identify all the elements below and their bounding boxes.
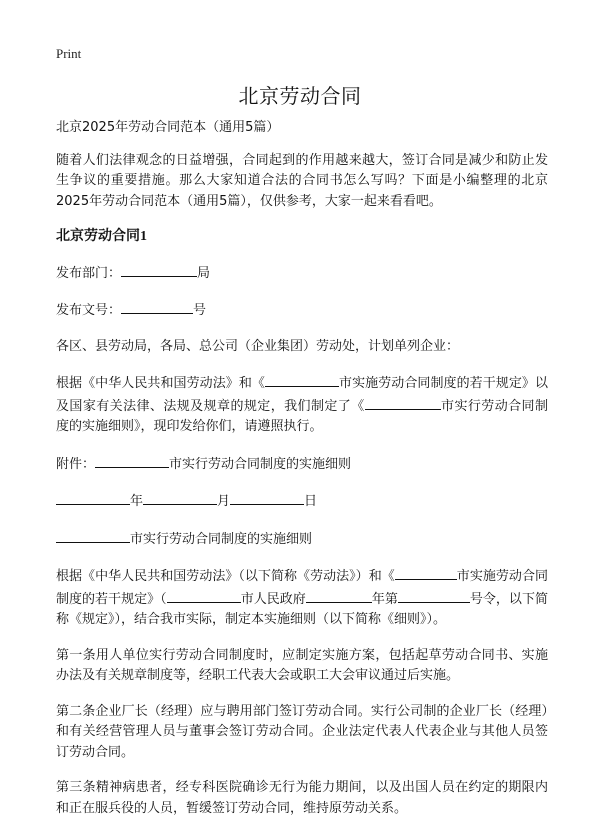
docno-label: 发布文号：	[56, 303, 122, 318]
date-line	[56, 490, 548, 513]
document-body	[56, 118, 548, 834]
attachment-label: 附件：	[56, 456, 96, 472]
intro-paragraph: 随着人们法律观念的日益增强，合同起到的作用越来越大，签订合同是减少和防止发生争议的重要措施。那么大家知道合法的合同书怎么写吗？下面是小编整理的北京2025年劳动合同范本（通用5篇），仅供参考，大家一起来看看吧。	[56, 152, 548, 209]
section-heading: 北京劳动合同1	[56, 229, 147, 244]
docno-suffix: 号	[193, 303, 207, 318]
dept-suffix: 局	[197, 265, 211, 281]
dept-blank	[121, 262, 197, 277]
basis-part4: 年第	[371, 591, 398, 607]
basis-blank-2	[167, 588, 241, 603]
basis-part3: 市人民政府	[240, 591, 306, 607]
year-blank	[56, 490, 130, 505]
notice-blank-2	[365, 395, 441, 410]
basis-part2: 市实施劳动合同制度的若干规定》（	[56, 569, 548, 607]
dept-field	[56, 262, 548, 285]
year-label: 年	[130, 494, 144, 509]
basis-paragraph	[56, 565, 548, 631]
attachment-blank	[95, 453, 169, 468]
notice-part3: 市实行劳动合同制度的实施细则》，现印发给你们，请遵照执行。	[56, 398, 548, 434]
docno-field	[56, 299, 548, 322]
article-3: 第三条精神病患者，经专科医院确诊无行为能力期间，以及出国人员在约定的期限内和正在服兵役的人员，暂缓签订劳动合同，维持原劳动关系。	[56, 780, 548, 816]
notice-blank-1	[265, 372, 339, 387]
docno-blank	[121, 299, 193, 314]
day-blank	[230, 490, 304, 505]
article-1: 第一条用人单位实行劳动合同制度时，应制定实施方案，包括起草劳动合同书、实施办法及有关规章制度等，经职工代表大会或职工大会审议通过后实施。	[56, 647, 548, 683]
attachment-text: 市实行劳动合同制度的实施细则	[169, 456, 352, 472]
notice-part2: 市实施劳动合同制度的若干规定》以及国家有关法律、法规及规章的规定，我们制定了《	[56, 376, 548, 414]
rules-title: 市实行劳动合同制度的实施细则	[130, 531, 313, 547]
print-link[interactable]: Print	[56, 46, 82, 61]
rules-title-line	[56, 528, 548, 551]
rules-title-blank	[56, 528, 130, 543]
page-title: 北京劳动合同	[238, 84, 362, 108]
day-label: 日	[304, 494, 318, 509]
basis-blank-1	[395, 565, 457, 580]
month-blank	[143, 490, 217, 505]
notice-part1: 根据《中华人民共和国劳动法》和《	[56, 376, 265, 391]
dept-label: 发布部门：	[56, 265, 122, 281]
article-2: 第二条企业厂长（经理）应与聘用部门签订劳动合同。实行公司制的企业厂长（经理）和有关经营管理人员与董事会签订劳动合同。企业法定代表人代表企业与其他人员签订劳动合同。	[56, 703, 548, 760]
attachment-line	[56, 453, 548, 476]
month-label: 月	[217, 494, 231, 509]
basis-part1: 根据《中华人民共和国劳动法》（以下简称《劳动法》）和《	[56, 569, 395, 584]
notice-paragraph	[56, 372, 548, 438]
basis-part5: 号令，以下简称《规定》），结合我市实际，制定本实施细则（以下简称《细则》）。	[56, 591, 548, 627]
address-line: 各区、县劳动局，各局、总公司（企业集团）劳动处，计划单列企业：	[56, 338, 460, 354]
basis-blank-4	[398, 588, 470, 603]
basis-blank-3	[306, 588, 372, 603]
document-subtitle: 北京2025年劳动合同范本（通用5篇）	[56, 120, 280, 135]
